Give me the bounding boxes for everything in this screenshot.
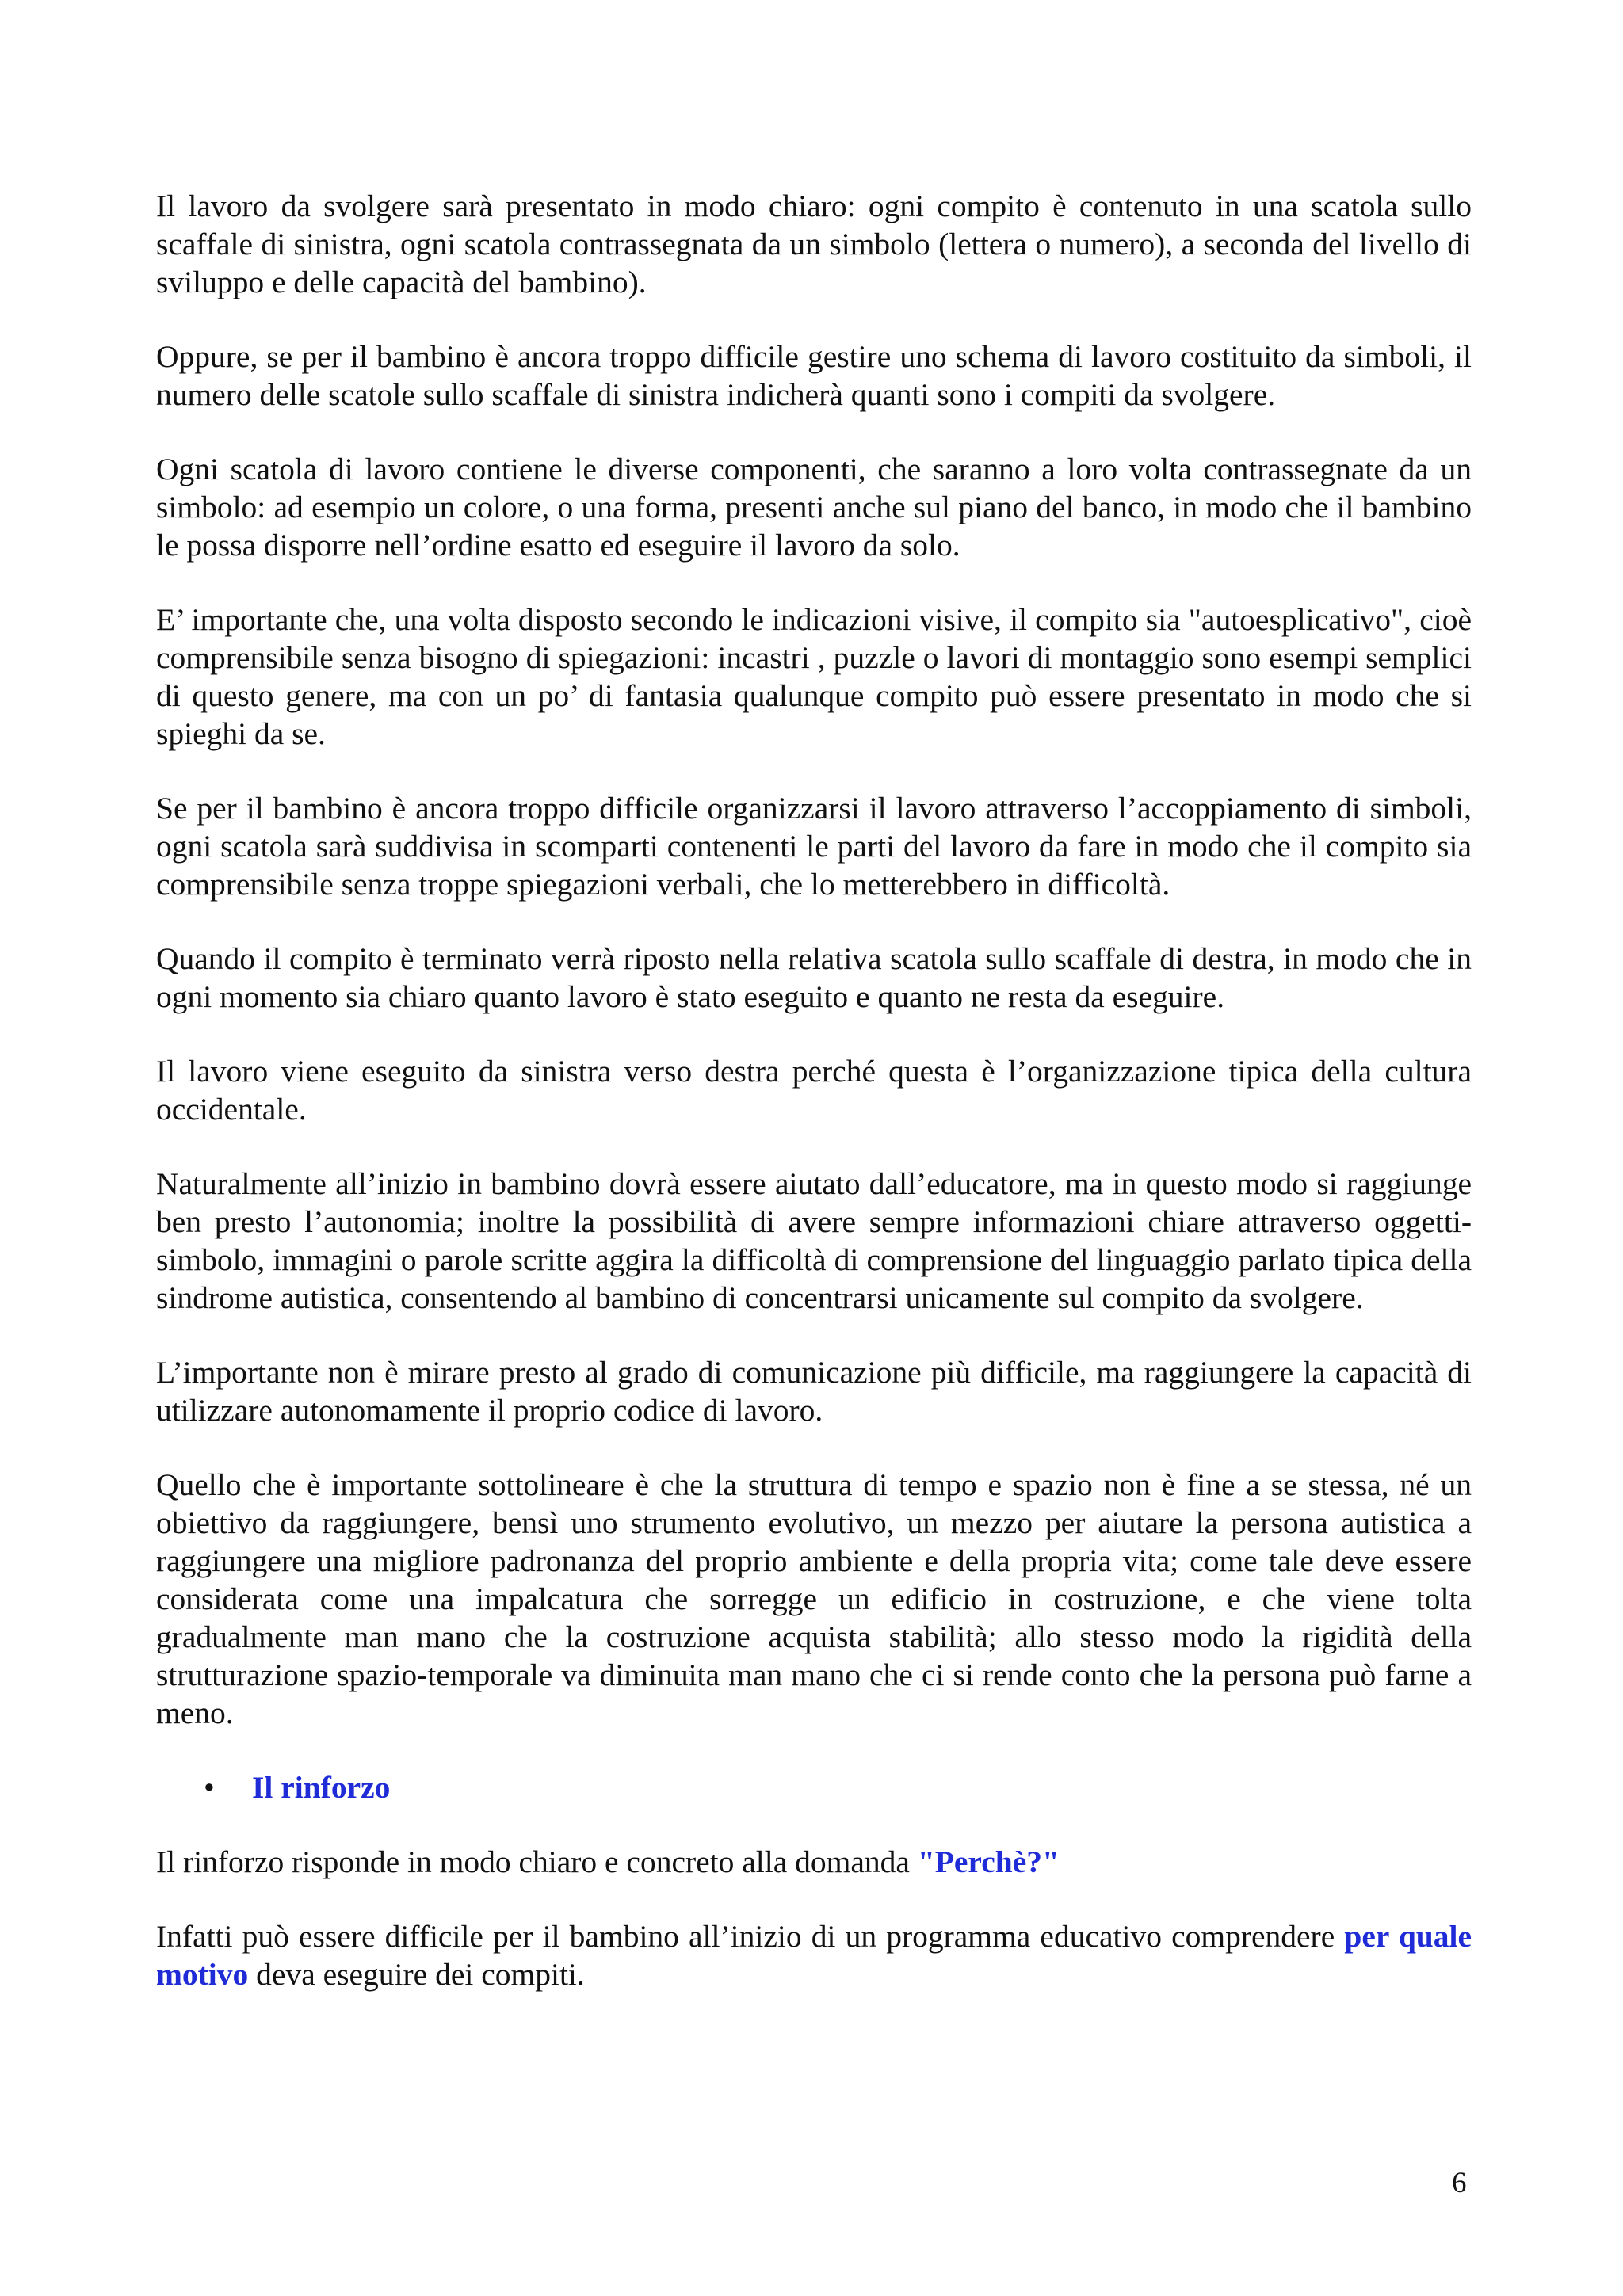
document-page [156,187,1472,2030]
bullet-icon: • [204,1770,215,1805]
emphasis-perche: "Perchè?" [917,1844,1060,1879]
paragraph-structure: Quello che è importante sottolineare è che la struttura di tempo e spazio non è fine a se stessa, né un obiettivo da raggiungere, bensì uno strumento evolutivo, un mezzo per aiutare la persona autistica a raggiungere una migliore padronanza del proprio ambiente e della propria vita; come tale deve essere considerata come una impalcatura che sorregge un edificio in costruzione, e che viene tolta gradualmente man mano che la costruzione acquista stabilità; allo stesso modo la rigidità della strutturazione spazio-temporale va diminuita man mano che ci si rende conto che la persona può farne a meno. [156,1467,1472,1730]
paragraph-autonomy: Naturalmente all’inizio in bambino dovrà essere aiutato dall’educatore, ma in questo modo si raggiunge ben presto l’autonomia; inoltre la possibilità di avere sempre informazioni chiare attraverso oggetti-simbolo, immagini o parole scritte aggira la difficoltà di comprensione del linguaggio parlato tipica della sindrome autistica, consentendo al bambino di concentrarsi unicamente sul compito da svolgere. [156,1166,1472,1315]
paragraph-motivation-prefix: Infatti può essere difficile per il bambino all’inizio di un programma educativo comprendere [156,1919,1345,1954]
paragraph-box-count: Oppure, se per il bambino è ancora troppo difficile gestire uno schema di lavoro costituito da simboli, il numero delle scatole sullo scaffale di sinistra indicherà quanti sono i compiti da svolgere. [156,339,1472,412]
page-number: 6 [1452,2167,1467,2199]
emphasis-per-quale-motivo: per quale motivo [156,1919,1472,1992]
paragraph-rinforzo [156,1843,1472,1881]
section-heading-text: Il rinforzo [252,1770,391,1805]
paragraph-self-explanatory: E’ importante che, una volta disposto secondo le indicazioni visive, il compito sia "autoesplicativo", cioè comprensibile senza bisogno di spiegazioni: incastri , puzzle o lavori di montaggio sono esempi semplici di questo genere, ma con un po’ di fantasia qualunque compito può essere presentato in modo che si spieghi da se. [156,602,1472,751]
paragraph-left-to-right: Il lavoro viene eseguito da sinistra verso destra perché questa è l’organizzazione tipica della cultura occidentale. [156,1054,1472,1127]
paragraph-motivation [156,1917,1472,1993]
paragraph-compartments: Se per il bambino è ancora troppo difficile organizzarsi il lavoro attraverso l’accoppiamento di simboli, ogni scatola sarà suddivisa in scomparti contenenti le parti del lavoro da fare in modo che il compito sia comprensibile senza troppe spiegazioni verbali, che lo metterebbero in difficoltà. [156,791,1472,902]
paragraph-motivation-suffix: deva eseguire dei compiti. [248,1957,585,1992]
paragraph-communication: L’importante non è mirare presto al grado di comunicazione più difficile, ma raggiungere la capacità di utilizzare autonomamente il proprio codice di lavoro. [156,1355,1472,1428]
paragraph-task-finished: Quando il compito è terminato verrà riposto nella relativa scatola sullo scaffale di destra, in modo che in ogni momento sia chiaro quanto lavoro è stato eseguito e quanto ne resta da eseguire. [156,941,1472,1014]
paragraph-tasks-box: Il lavoro da svolgere sarà presentato in modo chiaro: ogni compito è contenuto in una scatola sullo scaffale di sinistra, ogni scatola contrassegnata da un simbolo (lettera o numero), a seconda del livello di sviluppo e delle capacità del bambino). [156,189,1472,299]
paragraph-box-components: Ogni scatola di lavoro contiene le diverse componenti, che saranno a loro volta contrassegnate da un simbolo: ad esempio un colore, o una forma, presenti anche sul piano del banco, in modo che il bambino le possa disporre nell’ordine esatto ed eseguire il lavoro da solo. [156,452,1472,563]
paragraph-rinforzo-text: Il rinforzo risponde in modo chiaro e concreto alla domanda [156,1844,918,1879]
section-heading-rinforzo [156,1768,1472,1806]
